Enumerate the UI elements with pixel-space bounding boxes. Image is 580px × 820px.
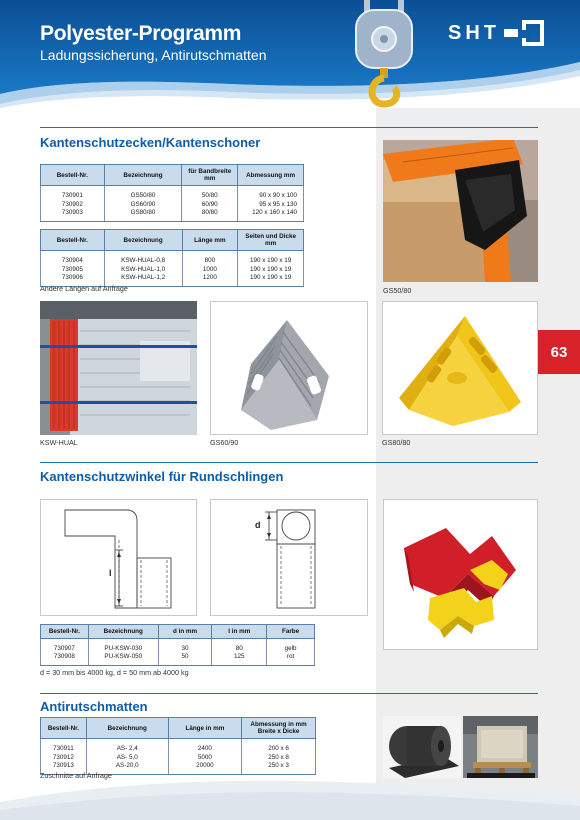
- table-row: 730905 KSW-HUAL-1,0 1000 190 x 190 x 19: [41, 265, 304, 274]
- table-row: 730913 AS-20,0 20000 250 x 3: [41, 761, 316, 774]
- caption-ksw-hual: KSW-HUAL: [40, 438, 78, 447]
- photo-gs50-80: [383, 140, 538, 282]
- table-header: Länge in mm: [168, 718, 242, 739]
- note-andere-laengen: Andere Längen auf Anfrage: [40, 284, 128, 293]
- dimension-label-l: l: [109, 568, 112, 578]
- table-header: Farbe: [267, 625, 315, 639]
- section-divider: [40, 462, 538, 463]
- table-row: 730908 PU-KSW-050 50 125 rot: [41, 652, 315, 665]
- table-row: 730906 KSW-HUAL-1,2 1200 190 x 190 x 19: [41, 273, 304, 286]
- table-kantenschutzecken: [40, 164, 304, 222]
- table-header: Bezeichnung: [88, 625, 158, 639]
- footer-wave-decoration: [0, 770, 580, 820]
- photo-gs60-90: [210, 301, 368, 435]
- table-header: Seiten und Dicke mm: [238, 230, 304, 251]
- section-divider: [40, 693, 538, 694]
- photo-ksw-hual: [40, 301, 197, 435]
- section-title-kantenschutzecken: Kantenschutzecken/Kantenschoner: [40, 135, 261, 150]
- section-title-kantenschutzwinkel: Kantenschutzwinkel für Rundschlingen: [40, 469, 284, 484]
- table-header: Bestell-Nr.: [41, 165, 105, 186]
- table-header: für Bandbreite mm: [182, 165, 238, 186]
- table-pu-ksw: [40, 624, 315, 666]
- section-title-antirutschmatten: Antirutschmatten: [40, 699, 148, 714]
- page-number-tab: 63: [538, 330, 580, 374]
- crane-hook-icon: [350, 0, 420, 108]
- caption-gs50-80: GS50/80: [383, 286, 412, 295]
- table-row: 730907 PU-KSW-030 30 80 gelb: [41, 644, 315, 653]
- sht-logo: [448, 18, 544, 48]
- caption-gs60-90: GS60/90: [210, 438, 239, 447]
- logo-text: SHT: [448, 21, 500, 44]
- note-zuschnitte: Zuschnitte auf Anfrage: [40, 771, 112, 780]
- photo-antirutschmatte-pallet: [463, 716, 538, 778]
- table-header: Bestell-Nr.: [41, 718, 87, 739]
- table-header: Bestell-Nr.: [41, 625, 89, 639]
- table-header: Länge mm: [182, 230, 238, 251]
- dimension-label-d: d: [255, 520, 261, 530]
- table-row: 730912 AS- 5,0 5000 250 x 8: [41, 753, 316, 762]
- table-header: Abmessung in mm Breite x Dicke: [242, 718, 316, 739]
- table-row: 730902 GS60/90 60/90 95 x 95 x 130: [41, 200, 304, 209]
- header-banner: [0, 0, 580, 108]
- table-header: Bestell-Nr.: [41, 230, 105, 251]
- table-header: Bezeichnung: [104, 165, 182, 186]
- table-row: 730903 GS80/80 80/80 120 x 160 x 140: [41, 208, 304, 221]
- diagram-front-view: [210, 499, 368, 616]
- caption-gs80-80: GS80/80: [382, 438, 411, 447]
- table-row: 730911 AS- 2,4 2400 200 x 6: [41, 744, 316, 753]
- table-kantenschutzwinkel-hual: [40, 229, 304, 287]
- table-header: d in mm: [158, 625, 212, 639]
- table-header: Bezeichnung: [104, 230, 182, 251]
- section-divider: [40, 127, 538, 128]
- table-header: l in mm: [212, 625, 267, 639]
- photo-gs80-80: [382, 301, 538, 435]
- table-row: 730901 GS50/80 50/80 90 x 90 x 100: [41, 191, 304, 200]
- photo-pu-ksw: [383, 499, 538, 650]
- note-load-limits: d = 30 mm bis 4000 kg, d = 50 mm ab 4000 kg: [40, 668, 189, 677]
- diagram-side-view: [40, 499, 197, 616]
- page-title: Polyester-Programm: [40, 22, 242, 45]
- table-antirutschmatten: [40, 717, 316, 775]
- table-header: Bezeichnung: [86, 718, 168, 739]
- page-subtitle: Ladungssicherung, Antirutschmatten: [40, 47, 267, 63]
- photo-antirutschmatte-roll: [383, 716, 461, 778]
- table-row: 730904 KSW-HUAL-0,8 800 190 x 190 x 19: [41, 256, 304, 265]
- table-header: Abmessung mm: [238, 165, 304, 186]
